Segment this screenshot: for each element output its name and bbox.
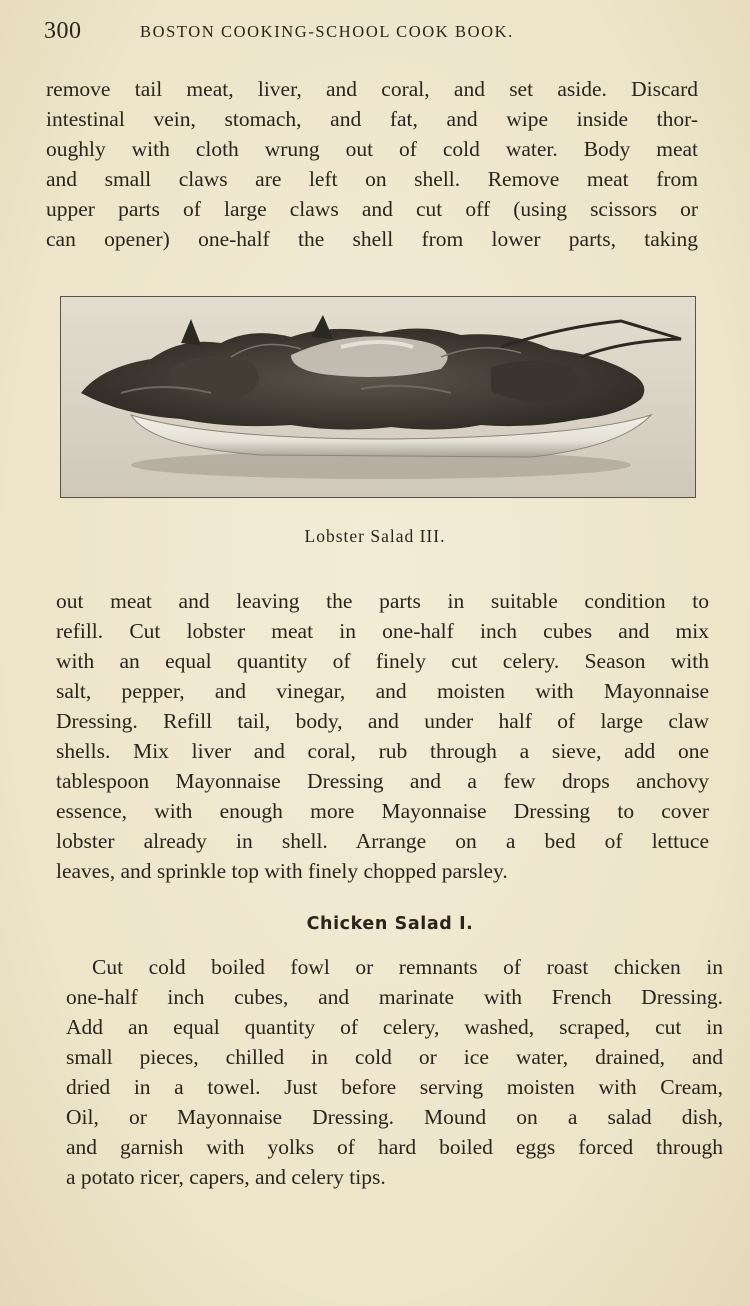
paragraph-line: Dressing. Refill tail, body, and under half of large claw bbox=[56, 709, 709, 733]
paragraph-line: out meat and leaving the parts in suitable condition to bbox=[56, 589, 709, 613]
paragraph-line: lobster already in shell. Arrange on a bed of lettuce bbox=[56, 829, 709, 853]
paragraph-line: and small claws are left on shell. Remove meat from bbox=[46, 167, 698, 191]
paragraph-line: small pieces, chilled in cold or ice water, drained, and bbox=[66, 1045, 723, 1069]
figure-caption: Lobster Salad III. bbox=[304, 526, 446, 546]
paragraph-line: intestinal vein, stomach, and fat, and wipe inside thor- bbox=[46, 107, 698, 131]
paragraph-line: essence, with enough more Mayonnaise Dressing to cover bbox=[56, 799, 709, 823]
paragraph-line: and garnish with yolks of hard boiled eggs forced through bbox=[66, 1135, 723, 1159]
paragraph-line: Add an equal quantity of celery, washed, scraped, cut in bbox=[66, 1015, 723, 1039]
paragraph-line: with an equal quantity of finely cut celery. Season with bbox=[56, 649, 709, 673]
lobster-salad-illustration bbox=[60, 296, 696, 498]
paragraph-line: leaves, and sprinkle top with finely chopped parsley. bbox=[56, 859, 508, 883]
paragraph-line: refill. Cut lobster meat in one-half inch cubes and mix bbox=[56, 619, 709, 643]
page-header bbox=[44, 18, 704, 50]
paragraph-line: shells. Mix liver and coral, rub through a sieve, add one bbox=[56, 739, 709, 763]
paragraph-line: remove tail meat, liver, and coral, and set aside. Discard bbox=[46, 77, 698, 101]
paragraph-line: Oil, or Mayonnaise Dressing. Mound on a salad dish, bbox=[66, 1105, 723, 1129]
paragraph-line: dried in a towel. Just before serving moisten with Cream, bbox=[66, 1075, 723, 1099]
paragraph-line: one-half inch cubes, and marinate with French Dressing. bbox=[66, 985, 723, 1009]
middle-paragraph bbox=[56, 586, 709, 886]
page-number: 300 bbox=[44, 18, 82, 44]
paragraph-line: a potato ricer, capers, and celery tips. bbox=[66, 1165, 386, 1189]
paragraph-line: salt, pepper, and vinegar, and moisten with Mayonnaise bbox=[56, 679, 709, 703]
paragraph-line: oughly with cloth wrung out of cold water. Body meat bbox=[46, 137, 698, 161]
paragraph-line: Cut cold boiled fowl or remnants of roast chicken in bbox=[92, 955, 723, 979]
top-paragraph bbox=[46, 74, 698, 254]
lobster-salad-photo bbox=[61, 297, 694, 496]
paragraph-line: can opener) one-half the shell from lower parts, taking bbox=[46, 227, 698, 251]
paragraph-line: upper parts of large claws and cut off (using scissors or bbox=[46, 197, 698, 221]
recipe-heading: Chicken Salad I. bbox=[306, 914, 474, 934]
recipe-paragraph bbox=[66, 952, 723, 1192]
running-head: BOSTON COOKING-SCHOOL COOK BOOK. bbox=[140, 22, 514, 41]
paragraph-line: tablespoon Mayonnaise Dressing and a few drops anchovy bbox=[56, 769, 709, 793]
